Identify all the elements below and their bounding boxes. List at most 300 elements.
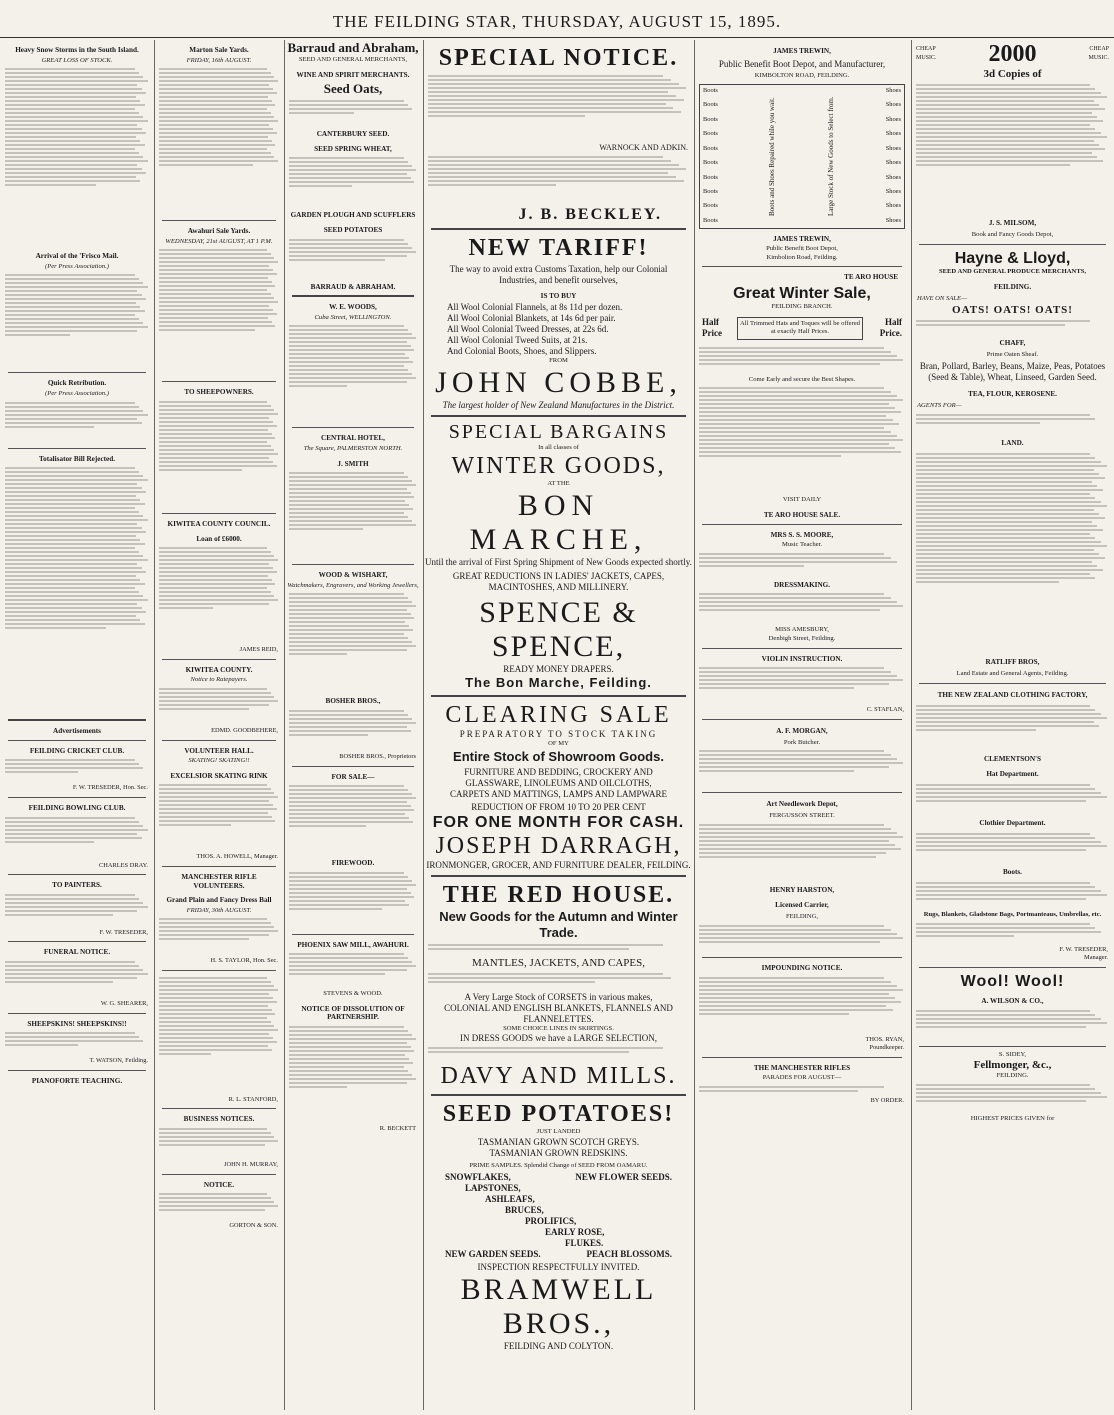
text-line: [159, 708, 249, 710]
text-line: [159, 696, 274, 698]
text-line: [428, 87, 686, 89]
ad-text: TASMANIAN GROWN SCOTCH GREYS.: [477, 1136, 640, 1147]
ad-title: BUSINESS NOTICES.: [183, 1115, 255, 1124]
text-line: [289, 516, 408, 518]
ad-title: Marton Sale Yards.: [189, 46, 249, 54]
text-line: [289, 165, 412, 167]
text-line: [5, 914, 113, 916]
ad-body: [699, 345, 905, 375]
text-line: [289, 605, 416, 607]
text-line: [916, 849, 1086, 851]
text-line: [916, 898, 1086, 900]
text-line: [5, 410, 143, 412]
ad-body: [916, 1082, 1109, 1114]
shoes-label: Shoes: [885, 130, 901, 138]
text-line: [5, 168, 142, 170]
text-line: [699, 762, 903, 764]
text-line: [5, 132, 146, 134]
ad-subtitle: FERGUSSON STREET.: [769, 812, 835, 820]
text-line: [916, 513, 1099, 515]
text-line: [159, 425, 277, 427]
column-rule: [423, 40, 424, 1410]
ad-body: [289, 951, 417, 989]
ad-signature: F. W. TRESEDER,: [99, 928, 148, 936]
ad-subtitle: SEED AND GENERAL PRODUCE MERCHANTS,: [938, 267, 1087, 275]
text-line: [916, 845, 1107, 847]
list-item: PEACH BLOSSOMS.: [586, 1249, 672, 1260]
ad-text: FROM: [549, 357, 568, 365]
text-line: [289, 900, 405, 902]
text-line: [699, 597, 891, 599]
ad-text: Prime Oaten Sheaf.: [986, 350, 1039, 358]
text-line: [289, 161, 408, 163]
ad-title: SPENCE & SPENCE,: [479, 595, 638, 663]
article-body: [5, 272, 149, 368]
text-line: [289, 181, 414, 183]
text-line: [289, 1082, 407, 1084]
text-line: [5, 763, 139, 765]
text-line: [289, 1058, 409, 1060]
text-line: [916, 529, 1103, 531]
ad-text: HIGHEST PRICES GIVEN for: [970, 1114, 1055, 1122]
column-rule: [911, 40, 912, 1410]
text-line: [916, 1026, 1086, 1028]
divider: [431, 1094, 686, 1096]
text-line: [5, 767, 143, 769]
text-line: [428, 83, 679, 85]
ad-text: MANTLES, JACKETS, AND CAPES,: [472, 956, 645, 969]
divider: [8, 797, 146, 798]
text-line: [5, 172, 146, 174]
text-line: [289, 349, 414, 351]
text-line: [916, 1088, 1095, 1090]
text-line: [159, 160, 278, 162]
ad-subtitle: Clothier Department.: [979, 819, 1046, 828]
text-line: [916, 1084, 1090, 1086]
text-line: [289, 625, 409, 627]
ad-title: PHOENIX SAW MILL, AWAHURI.: [297, 940, 409, 949]
text-line: [159, 1033, 269, 1035]
text-line: [289, 173, 407, 175]
text-line: [916, 565, 1097, 567]
boots-vertical-text: Boots and Shoes Repaired while you wait.: [768, 96, 777, 216]
ad-subtitle: TEA, FLOUR, KEROSENE.: [968, 390, 1057, 399]
ad-title: NEW TARIFF!: [468, 234, 649, 261]
text-line: [159, 547, 267, 549]
text-line: [159, 421, 273, 423]
text-line: [699, 941, 880, 943]
ad-subtitle: WINE AND SPIRIT MERCHANTS.: [296, 70, 410, 79]
ad-title: Seed Oats,: [323, 81, 383, 97]
text-line: [699, 766, 889, 768]
text-line: [5, 571, 146, 573]
text-line: [289, 793, 412, 795]
text-line: [699, 1086, 884, 1088]
ad-body: [159, 247, 279, 377]
text-line: [289, 1070, 408, 1072]
text-line: [5, 817, 135, 819]
text-line: [916, 116, 1097, 118]
column-6: [913, 40, 1112, 1410]
text-line: [5, 108, 135, 110]
ad-signature: THOS. A. HOWELL, Manager.: [196, 853, 278, 861]
list-item: EARLY ROSE,: [545, 1227, 605, 1238]
text-line: [159, 156, 274, 158]
text-line: [289, 617, 414, 619]
text-line: [289, 821, 413, 823]
ad-title: WINTER GOODS,: [451, 453, 666, 480]
ad-signature: WARNOCK AND ADKIN.: [599, 143, 688, 152]
text-line: [159, 289, 267, 291]
divider: [162, 866, 276, 867]
text-line: [159, 148, 267, 150]
divider: [8, 719, 146, 721]
text-line: [289, 251, 416, 253]
divider: [292, 934, 414, 935]
text-line: [159, 96, 268, 98]
text-line: [699, 439, 903, 441]
text-line: [289, 185, 352, 187]
divider: [431, 228, 686, 230]
text-line: [159, 788, 271, 790]
text-line: [289, 714, 408, 716]
text-line: [159, 1029, 278, 1031]
divider: [919, 1046, 1106, 1047]
text-line: [159, 1193, 267, 1195]
text-line: [5, 128, 142, 130]
ad-title: HENRY HARSTON,: [769, 885, 835, 894]
text-line: [699, 750, 884, 752]
shoes-label: Shoes: [885, 159, 901, 167]
ad-body: [5, 892, 149, 928]
text-line: [159, 108, 267, 110]
ad-signature: S. SIDEY,: [998, 1050, 1027, 1058]
ad-subtitle: Public Benefit Boot Depot, and Manufacturer,: [718, 59, 886, 69]
text-line: [428, 99, 684, 101]
text-line: [289, 108, 412, 110]
text-line: [159, 800, 269, 802]
ad-title: SPECIAL NOTICE.: [438, 45, 679, 71]
text-line: [5, 104, 145, 106]
text-line: [5, 825, 143, 827]
ad-signature: GORTON & SON.: [229, 1222, 278, 1230]
text-line: [289, 785, 404, 787]
ad-subtitle: GARDEN PLOUGH AND SCUFFLERS: [290, 211, 416, 220]
text-line: [428, 184, 556, 186]
ad-signature: R. BECKETT: [379, 1125, 416, 1133]
text-line: [428, 95, 676, 97]
text-line: [5, 511, 139, 513]
text-line: [159, 277, 268, 279]
boots-label: Boots: [703, 159, 718, 167]
ad-text: A Very Large Stock of CORSETS in various makes,: [464, 991, 653, 1002]
text-line: [159, 1049, 272, 1051]
text-line: [916, 561, 1092, 563]
ad-signature: W. G. SHEARER,: [100, 999, 148, 1007]
divider: [919, 683, 1106, 684]
ad-date: FRIDAY, 16th AUGUST.: [186, 56, 252, 64]
divider: [702, 719, 902, 720]
ad-title: VOLUNTEER HALL.: [184, 746, 254, 755]
ad-signature: JAMES REID,: [239, 646, 278, 654]
text-line: [916, 709, 1095, 711]
text-line: [159, 313, 277, 315]
text-line: [428, 103, 666, 105]
text-line: [159, 938, 249, 940]
ad-body: [5, 1030, 149, 1056]
text-line: [159, 457, 269, 459]
list-item: ASHLEAFS,: [485, 1194, 535, 1205]
article-body: [5, 66, 149, 246]
ad-title: DAVY AND MILLS.: [440, 1063, 677, 1090]
text-line: [916, 553, 1099, 555]
text-line: [289, 1062, 413, 1064]
text-line: [916, 104, 1099, 106]
text-line: [916, 721, 1094, 723]
text-line: [289, 896, 414, 898]
text-line: [289, 480, 412, 482]
text-line: [916, 557, 1105, 559]
ad-signature: CHARLES DRAY.: [98, 861, 148, 869]
ad-subtitle: The Bon Marche, Feilding.: [465, 674, 652, 690]
text-line: [289, 645, 416, 647]
text-line: [5, 555, 143, 557]
text-line: [699, 423, 899, 425]
text-line: [699, 679, 903, 681]
ad-title: TO PAINTERS.: [52, 881, 102, 890]
text-line: [916, 422, 1040, 424]
text-line: [159, 144, 275, 146]
text-line: [5, 563, 137, 565]
text-line: [699, 683, 889, 685]
ad-title: TE ARO HOUSE: [844, 273, 898, 282]
text-line: [289, 908, 382, 910]
divider: [162, 1108, 276, 1109]
ad-title: THE RED HOUSE.: [442, 881, 675, 908]
text-line: [5, 965, 139, 967]
text-line: [428, 91, 668, 93]
ad-text: TE ARO HOUSE SALE.: [763, 510, 841, 519]
text-line: [159, 796, 278, 798]
list-item: All Wool Colonial Blankets, at 14s 6d per pair.: [447, 313, 616, 324]
text-line: [5, 418, 137, 420]
text-line: [5, 318, 139, 320]
text-line: [159, 449, 274, 451]
divider: [8, 1013, 146, 1014]
ad-subtitle: 3d Copies of: [983, 68, 1042, 80]
text-line: [159, 301, 278, 303]
text-line: [289, 488, 407, 490]
byline: (Per Press Association.): [45, 389, 109, 397]
text-line: [916, 1096, 1107, 1098]
text-line: [916, 923, 1090, 925]
text-line: [159, 100, 272, 102]
text-line: [5, 116, 143, 118]
list-item: PROLIFICS,: [525, 1216, 577, 1227]
text-line: [916, 88, 1095, 90]
text-line: [289, 357, 409, 359]
text-line: [916, 320, 1090, 322]
divider: [919, 244, 1106, 245]
ad-subtitle: CANTERBURY SEED.: [316, 130, 390, 139]
text-line: [5, 829, 148, 831]
text-line: [5, 587, 135, 589]
divider: [162, 1174, 276, 1175]
text-line: [159, 555, 274, 557]
text-line: [5, 515, 143, 517]
text-line: [916, 841, 1101, 843]
text-line: [699, 455, 841, 457]
ad-body: [159, 545, 279, 645]
text-line: [5, 426, 94, 428]
text-line: [289, 1050, 414, 1052]
text-line: [699, 848, 901, 850]
text-line: [289, 255, 407, 257]
text-line: [289, 247, 412, 249]
text-line: [699, 997, 895, 999]
text-line: [159, 152, 271, 154]
text-line: [289, 973, 385, 975]
text-line: [916, 148, 1105, 150]
text-line: [5, 136, 136, 138]
ad-signature: MISS AMESBURY,: [775, 626, 829, 634]
text-line: [916, 92, 1101, 94]
text-line: [5, 841, 94, 843]
text-line: [159, 417, 269, 419]
ad-subtitle: KIMBOLTON ROAD, FEILDING.: [754, 72, 850, 79]
ad-subtitle: Land Estate and General Agents, Feilding.: [956, 669, 1069, 677]
divider: [8, 941, 146, 942]
ad-subtitle: IS TO BUY: [540, 291, 577, 300]
text-line: [5, 595, 143, 597]
text-line: [289, 157, 404, 159]
text-line: [5, 96, 136, 98]
text-line: [289, 969, 407, 971]
text-line: [159, 563, 269, 565]
text-line: [699, 431, 891, 433]
ad-subtitle: PREPARATORY TO STOCK TAKING: [459, 728, 658, 739]
text-line: [916, 581, 1059, 583]
ad-signature: J. B. BECKLEY.: [518, 205, 662, 223]
ad-title: BON MARCHE,: [469, 488, 648, 556]
divider: [8, 372, 146, 373]
ad-subtitle: Boots.: [1003, 868, 1022, 877]
ad-title: DRESSMAKING.: [773, 580, 831, 589]
ad-title: FOR SALE—: [331, 772, 375, 781]
text-line: [5, 507, 135, 509]
ad-title: SEED POTATOES!: [442, 1101, 675, 1128]
text-line: [289, 621, 405, 623]
text-line: [699, 387, 884, 389]
text-line: [289, 500, 405, 502]
text-line: [159, 120, 278, 122]
text-line: [289, 805, 411, 807]
ad-title: Barraud and Abraham,: [287, 40, 419, 55]
column-2: [156, 40, 282, 1410]
ad-signature: H. S. TAYLOR, Hon. Sec.: [210, 957, 278, 965]
text-line: [5, 144, 145, 146]
text-line: [289, 726, 407, 728]
text-line: [289, 1074, 412, 1076]
text-line: [159, 989, 278, 991]
text-line: [916, 509, 1094, 511]
ad-text: VISIT DAILY: [782, 496, 822, 504]
ad-text: Come Early and secure the Best Shapes.: [748, 375, 856, 383]
ad-body: [699, 665, 905, 705]
text-line: [699, 447, 895, 449]
text-line: [5, 623, 145, 625]
divider: [431, 875, 686, 877]
text-line: [5, 487, 142, 489]
text-line: [159, 124, 269, 126]
text-line: [916, 521, 1092, 523]
divider: [162, 381, 276, 382]
ad-body: [916, 451, 1109, 651]
text-line: [5, 302, 136, 304]
text-line: [916, 501, 1101, 503]
text-line: [159, 76, 274, 78]
text-line: [5, 72, 139, 74]
text-line: [916, 837, 1095, 839]
ad-signature: RATLIFF BROS,: [985, 657, 1040, 666]
ad-title: THE MANCHESTER RIFLES: [753, 1063, 851, 1072]
text-line: [916, 112, 1092, 114]
ad-subtitle: Loan of £6000.: [196, 534, 242, 543]
text-line: [159, 273, 277, 275]
text-line: [699, 347, 884, 349]
text-line: [159, 437, 275, 439]
text-line: [5, 499, 140, 501]
ad-date: FRIDAY, 30th AUGUST.: [186, 906, 252, 914]
text-line: [916, 477, 1105, 479]
text-line: [699, 929, 891, 931]
column-rule: [154, 40, 155, 1410]
ad-signature: BOSHER BROS., Proprietors: [339, 752, 416, 760]
column-4: [425, 40, 692, 1410]
column-5: [696, 40, 908, 1410]
text-line: [159, 317, 268, 319]
divider: [162, 513, 276, 514]
text-line: [159, 132, 277, 134]
text-line: [916, 573, 1090, 575]
ad-text: HAVE ON SALE—: [917, 295, 967, 303]
text-line: [159, 808, 277, 810]
text-line: [428, 973, 663, 975]
article-title: Heavy Snow Storms in the South Island.: [15, 46, 139, 54]
text-line: [5, 543, 145, 545]
ad-subtitle: The way to avoid extra Customs Taxation, help our Colonial Industries, and benefit ourselves,: [449, 263, 668, 285]
ad-subtitle: SEED POTATOES: [323, 225, 383, 234]
text-line: [289, 629, 413, 631]
text-line: [159, 997, 273, 999]
text-line: [289, 385, 347, 387]
text-line: [5, 152, 139, 154]
text-line: [916, 418, 1095, 420]
ad-body: [289, 591, 417, 691]
text-line: [289, 892, 411, 894]
text-line: [5, 68, 135, 70]
text-line: [159, 68, 267, 70]
ad-text: INSPECTION RESPECTFULLY INVITED.: [477, 1262, 640, 1273]
text-line: [5, 84, 137, 86]
text-line: [428, 944, 663, 946]
text-line: [5, 282, 143, 284]
text-line: [159, 692, 271, 694]
text-line: [5, 519, 148, 521]
ad-body: [916, 782, 1109, 812]
ad-title: JAMES TREWIN,: [773, 47, 831, 55]
text-line: [699, 758, 897, 760]
